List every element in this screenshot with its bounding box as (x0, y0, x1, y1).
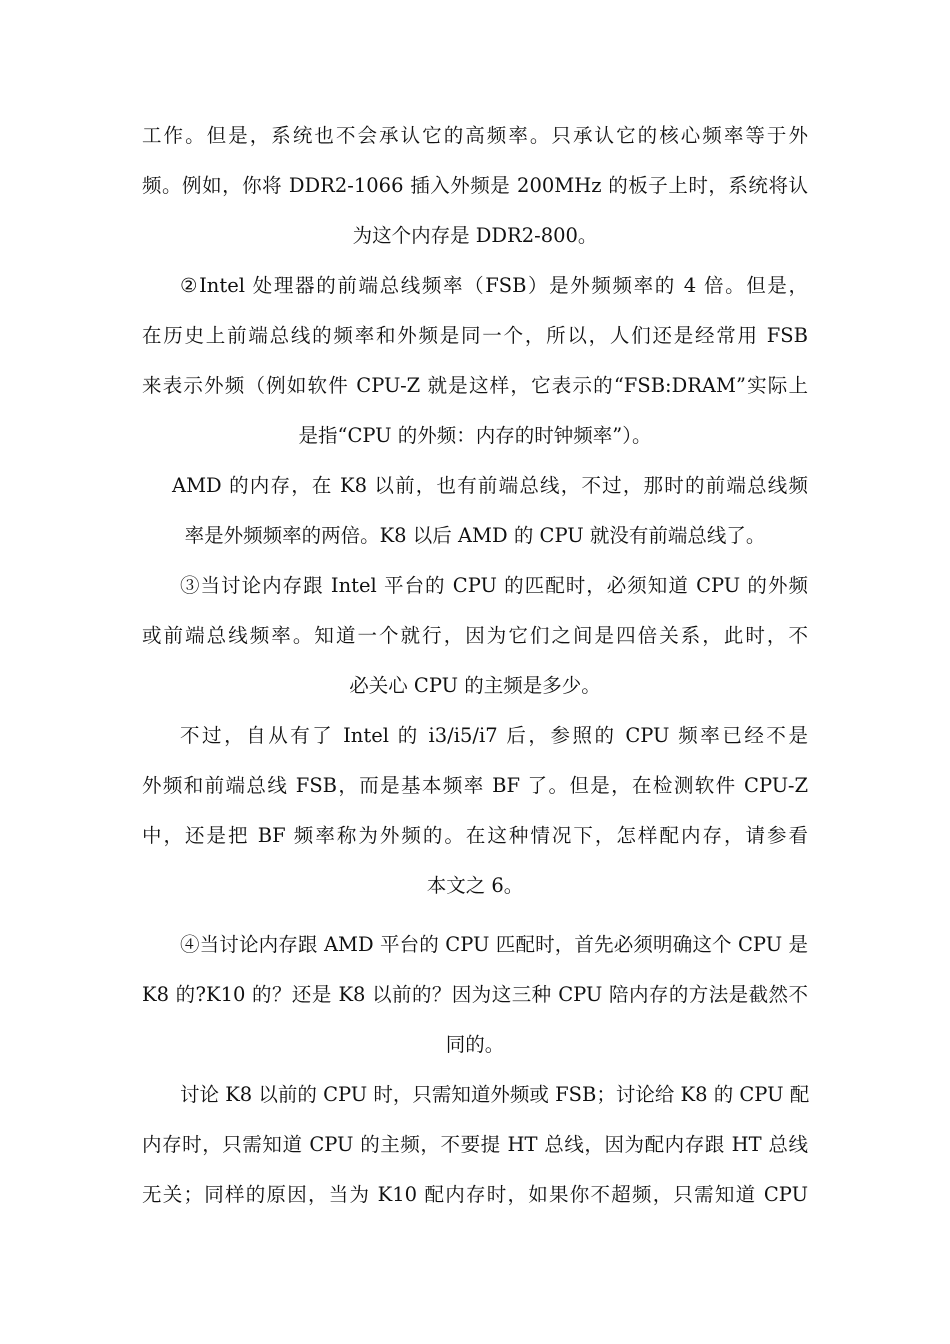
text-line: 讨论 K8 以前的 CPU 时，只需知道外频或 FSB；讨论给 K8 的 CPU 配 (180, 1083, 810, 1106)
paragraph-ddr2-recognition (142, 111, 808, 261)
text-line: 中，还是把 BF 频率称为外频的。在这种情况下，怎样配内存，请参看 (142, 824, 808, 847)
text-line: K8 的?K10 的？还是 K8 以前的？因为这三种 CPU 陪内存的方法是截然不 (142, 983, 808, 1006)
text-line: 为这个内存是 DDR2-800。 (352, 224, 598, 247)
text-line: 率是外频频率的两倍。K8 以后 AMD 的 CPU 就没有前端总线了。 (184, 524, 766, 547)
text-line: 内存时，只需知道 CPU 的主频，不要提 HT 总线，因为配内存跟 HT 总线 (142, 1133, 808, 1156)
text-line: 不过，自从有了 Intel 的 i3/i5/i7 后，参照的 CPU 频率已经不是 (180, 724, 808, 747)
text-line: 无关；同样的原因，当为 K10 配内存时，如果你不超频，只需知道 CPU (142, 1183, 808, 1206)
text-line: 本文之 6。 (426, 874, 524, 897)
text-line: 同的。 (445, 1033, 505, 1056)
text-line: 来表示外频（例如软件 CPU-Z 就是这样，它表示的“FSB:DRAM”实际上 (142, 374, 808, 397)
paragraph-intel-bf (142, 711, 808, 911)
text-line: 必关心 CPU 的主频是多少。 (349, 674, 601, 697)
text-line: 在历史上前端总线的频率和外频是同一个，所以，人们还是经常用 FSB (142, 324, 808, 347)
text-line: ②Intel 处理器的前端总线频率（FSB）是外频频率的 4 倍。但是， (180, 274, 808, 297)
text-line: AMD 的内存，在 K8 以前，也有前端总线，不过，那时的前端总线频 (172, 474, 808, 497)
text-line: ③当讨论内存跟 Intel 平台的 CPU 的匹配时，必须知道 CPU 的外频 (180, 574, 808, 597)
text-line: 工作。但是，系统也不会承认它的高频率。只承认它的核心频率等于外 (142, 124, 808, 147)
paragraph-intel-matching (142, 561, 808, 711)
text-line: ④当讨论内存跟 AMD 平台的 CPU 匹配时，首先必须明确这个 CPU 是 (180, 933, 808, 956)
paragraph-amd-memory (142, 461, 808, 561)
text-line: 或前端总线频率。知道一个就行，因为它们之间是四倍关系，此时，不 (142, 624, 808, 647)
paragraph-k8-k10 (142, 1070, 808, 1220)
text-line: 外频和前端总线 FSB，而是基本频率 BF 了。但是，在检测软件 CPU-Z (142, 774, 808, 797)
paragraph-intel-fsb (142, 261, 808, 461)
text-line: 频。例如，你将 DDR2-1066 插入外频是 200MHz 的板子上时，系统将认 (142, 174, 808, 197)
paragraph-amd-matching (142, 920, 808, 1070)
text-line: 是指“CPU 的外频：内存的时钟频率”）。 (298, 424, 652, 447)
